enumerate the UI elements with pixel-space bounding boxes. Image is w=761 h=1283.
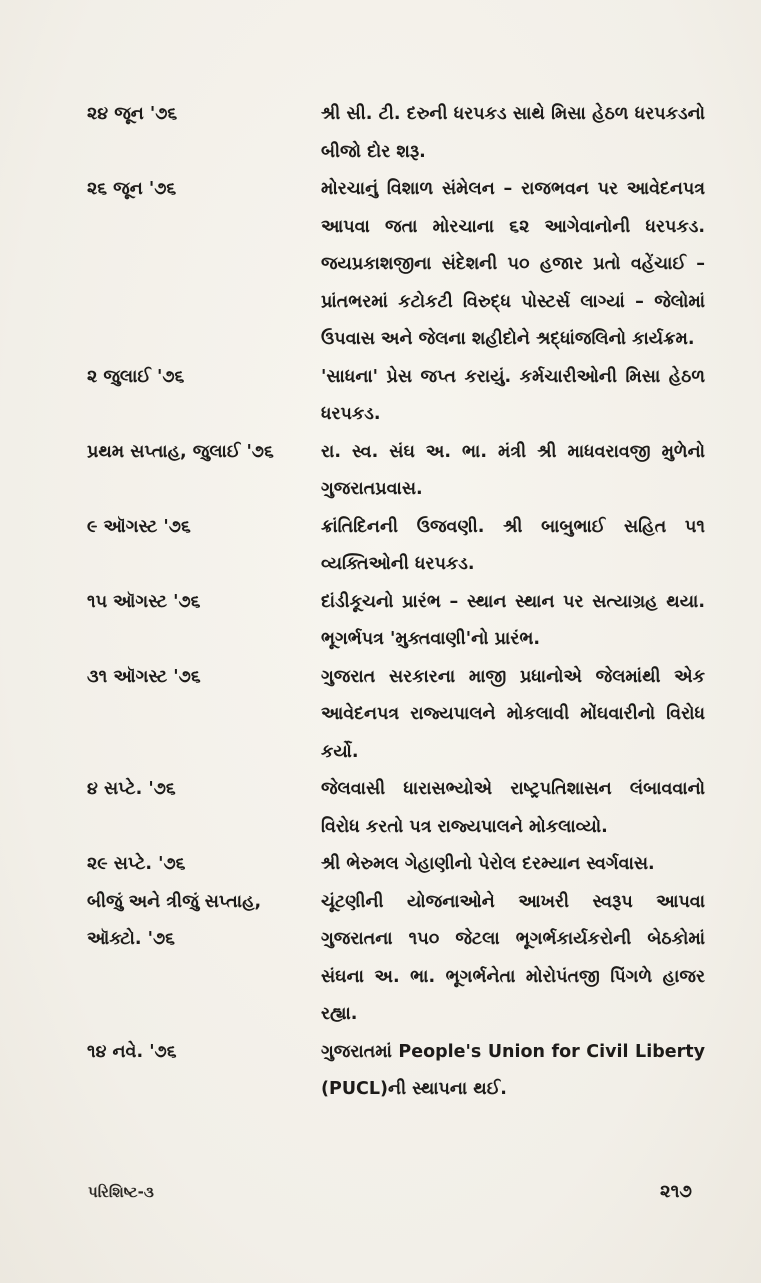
section-label: પરિશિષ્ટ-૩: [88, 1183, 154, 1201]
page-number: ૨૧૭: [660, 1181, 692, 1202]
timeline-entry: [0, 659, 761, 772]
entry-text: જેલવાસી ધારાસભ્યોએ રાષ્ટ્રપતિશાસન લંબાવવાનો વિરોધ કરતો પત્ર રાજ્યપાલને મોકલાવ્યો.: [321, 779, 705, 837]
entry-date: ૩૧ ઑગસ્ટ '૭૬: [87, 666, 201, 687]
entry-text: 'સાધના' પ્રેસ જપ્ત કરાયું. કર્મચારીઓની મિસા હેઠળ ધરપકડ.: [321, 366, 705, 424]
entry-text: રા. સ્વ. સંઘ અ. ભા. મંત્રી શ્રી માધવરાવજી મુળેનો ગુજરાતપ્રવાસ.: [321, 441, 705, 499]
timeline-entry: [0, 359, 761, 434]
entry-text: દાંડીકૂચનો પ્રારંભ – સ્થાન સ્થાન પર સત્યાગ્રહ થયા. ભૂગર્ભપત્ર 'મુક્તવાણી'નો પ્રારંભ.: [321, 591, 705, 649]
entry-text: શ્રી ભેરુમલ ગેહાણીનો પેરોલ દરમ્યાન સ્વર્ગવાસ.: [321, 854, 655, 874]
timeline-entry: [0, 884, 761, 1034]
entry-text: ગુજરાતમાં People's Union for Civil Liberty (PUCL)ની સ્થાપના થઈ.: [321, 1041, 705, 1099]
entry-date: ૨ જુલાઈ '૭૬: [87, 366, 185, 387]
entry-date: ૯ ઑગસ્ટ '૭૬: [87, 516, 191, 537]
timeline-list: [0, 96, 761, 1109]
entry-date: ૧૫ ઑગસ્ટ '૭૬: [87, 591, 201, 612]
entry-date: ૨૬ જૂન '૭૬: [87, 179, 177, 199]
entry-text: શ્રી સી. ટી. દરુની ધરપકડ સાથે મિસા હેઠળ ધરપકડનો બીજો દોર શરૂ.: [321, 104, 705, 162]
entry-date: ૨૪ જૂન '૭૬: [87, 104, 178, 124]
entry-date: પ્રથમ સપ્તાહ, જુલાઈ '૭૬: [87, 441, 274, 462]
timeline-entry: [0, 434, 761, 509]
timeline-entry: [0, 846, 761, 884]
timeline-entry: [0, 584, 761, 659]
entry-text: મોરચાનું વિશાળ સંમેલન – રાજભવન પર આવેદનપત્ર આપવા જતા મોરચાના ૬૨ આગેવાનોની ધરપકડ. જયપ્રકાશજીના સંદેશની ૫૦ હજાર પ્રતો વહેંચાઈ – પ્રાંતભરમાં કટોકટી વિરુદ્ધ પોસ્ટર્સ લાગ્યાં – જેલોમાં ઉપવાસ અને જેલના શહીદોને શ્રદ્ધાંજલિનો કાર્યક્રમ.: [321, 179, 705, 349]
entry-text: ગુજરાત સરકારના માજી પ્રધાનોએ જેલમાંથી એક આવેદનપત્ર રાજ્યપાલને મોકલાવી મોંઘવારીનો વિરોધ કર્યો.: [321, 666, 705, 762]
entry-date: ૧૪ નવે. '૭૬: [87, 1041, 177, 1062]
entry-date: બીજું અને ત્રીજું સપ્તાહ, ઑક્ટો. '૭૬: [87, 891, 262, 949]
entry-date: ૪ સપ્ટે. '૭૬: [87, 779, 176, 799]
entry-date: ૨૯ સપ્ટે. '૭૬: [87, 854, 186, 874]
timeline-entry: [0, 771, 761, 846]
timeline-entry: [0, 509, 761, 584]
entry-text: ચૂંટણીની યોજનાઓને આખરી સ્વરૂપ આપવા ગુજરાતના ૧૫૦ જેટલા ભૂગર્ભકાર્યકરોની બેઠકોમાં સંઘના અ. ભા. ભૂગર્ભનેતા મોરોપંતજી પિંગળે હાજર રહ્યા.: [321, 891, 705, 1024]
timeline-entry: [0, 171, 761, 359]
entry-text: ક્રાંતિદિનની ઉજવણી. શ્રી બાબુભાઈ સહિત ૫૧ વ્યક્તિઓની ધરપકડ.: [321, 516, 705, 574]
timeline-entry: [0, 96, 761, 171]
timeline-entry: [0, 1034, 761, 1109]
